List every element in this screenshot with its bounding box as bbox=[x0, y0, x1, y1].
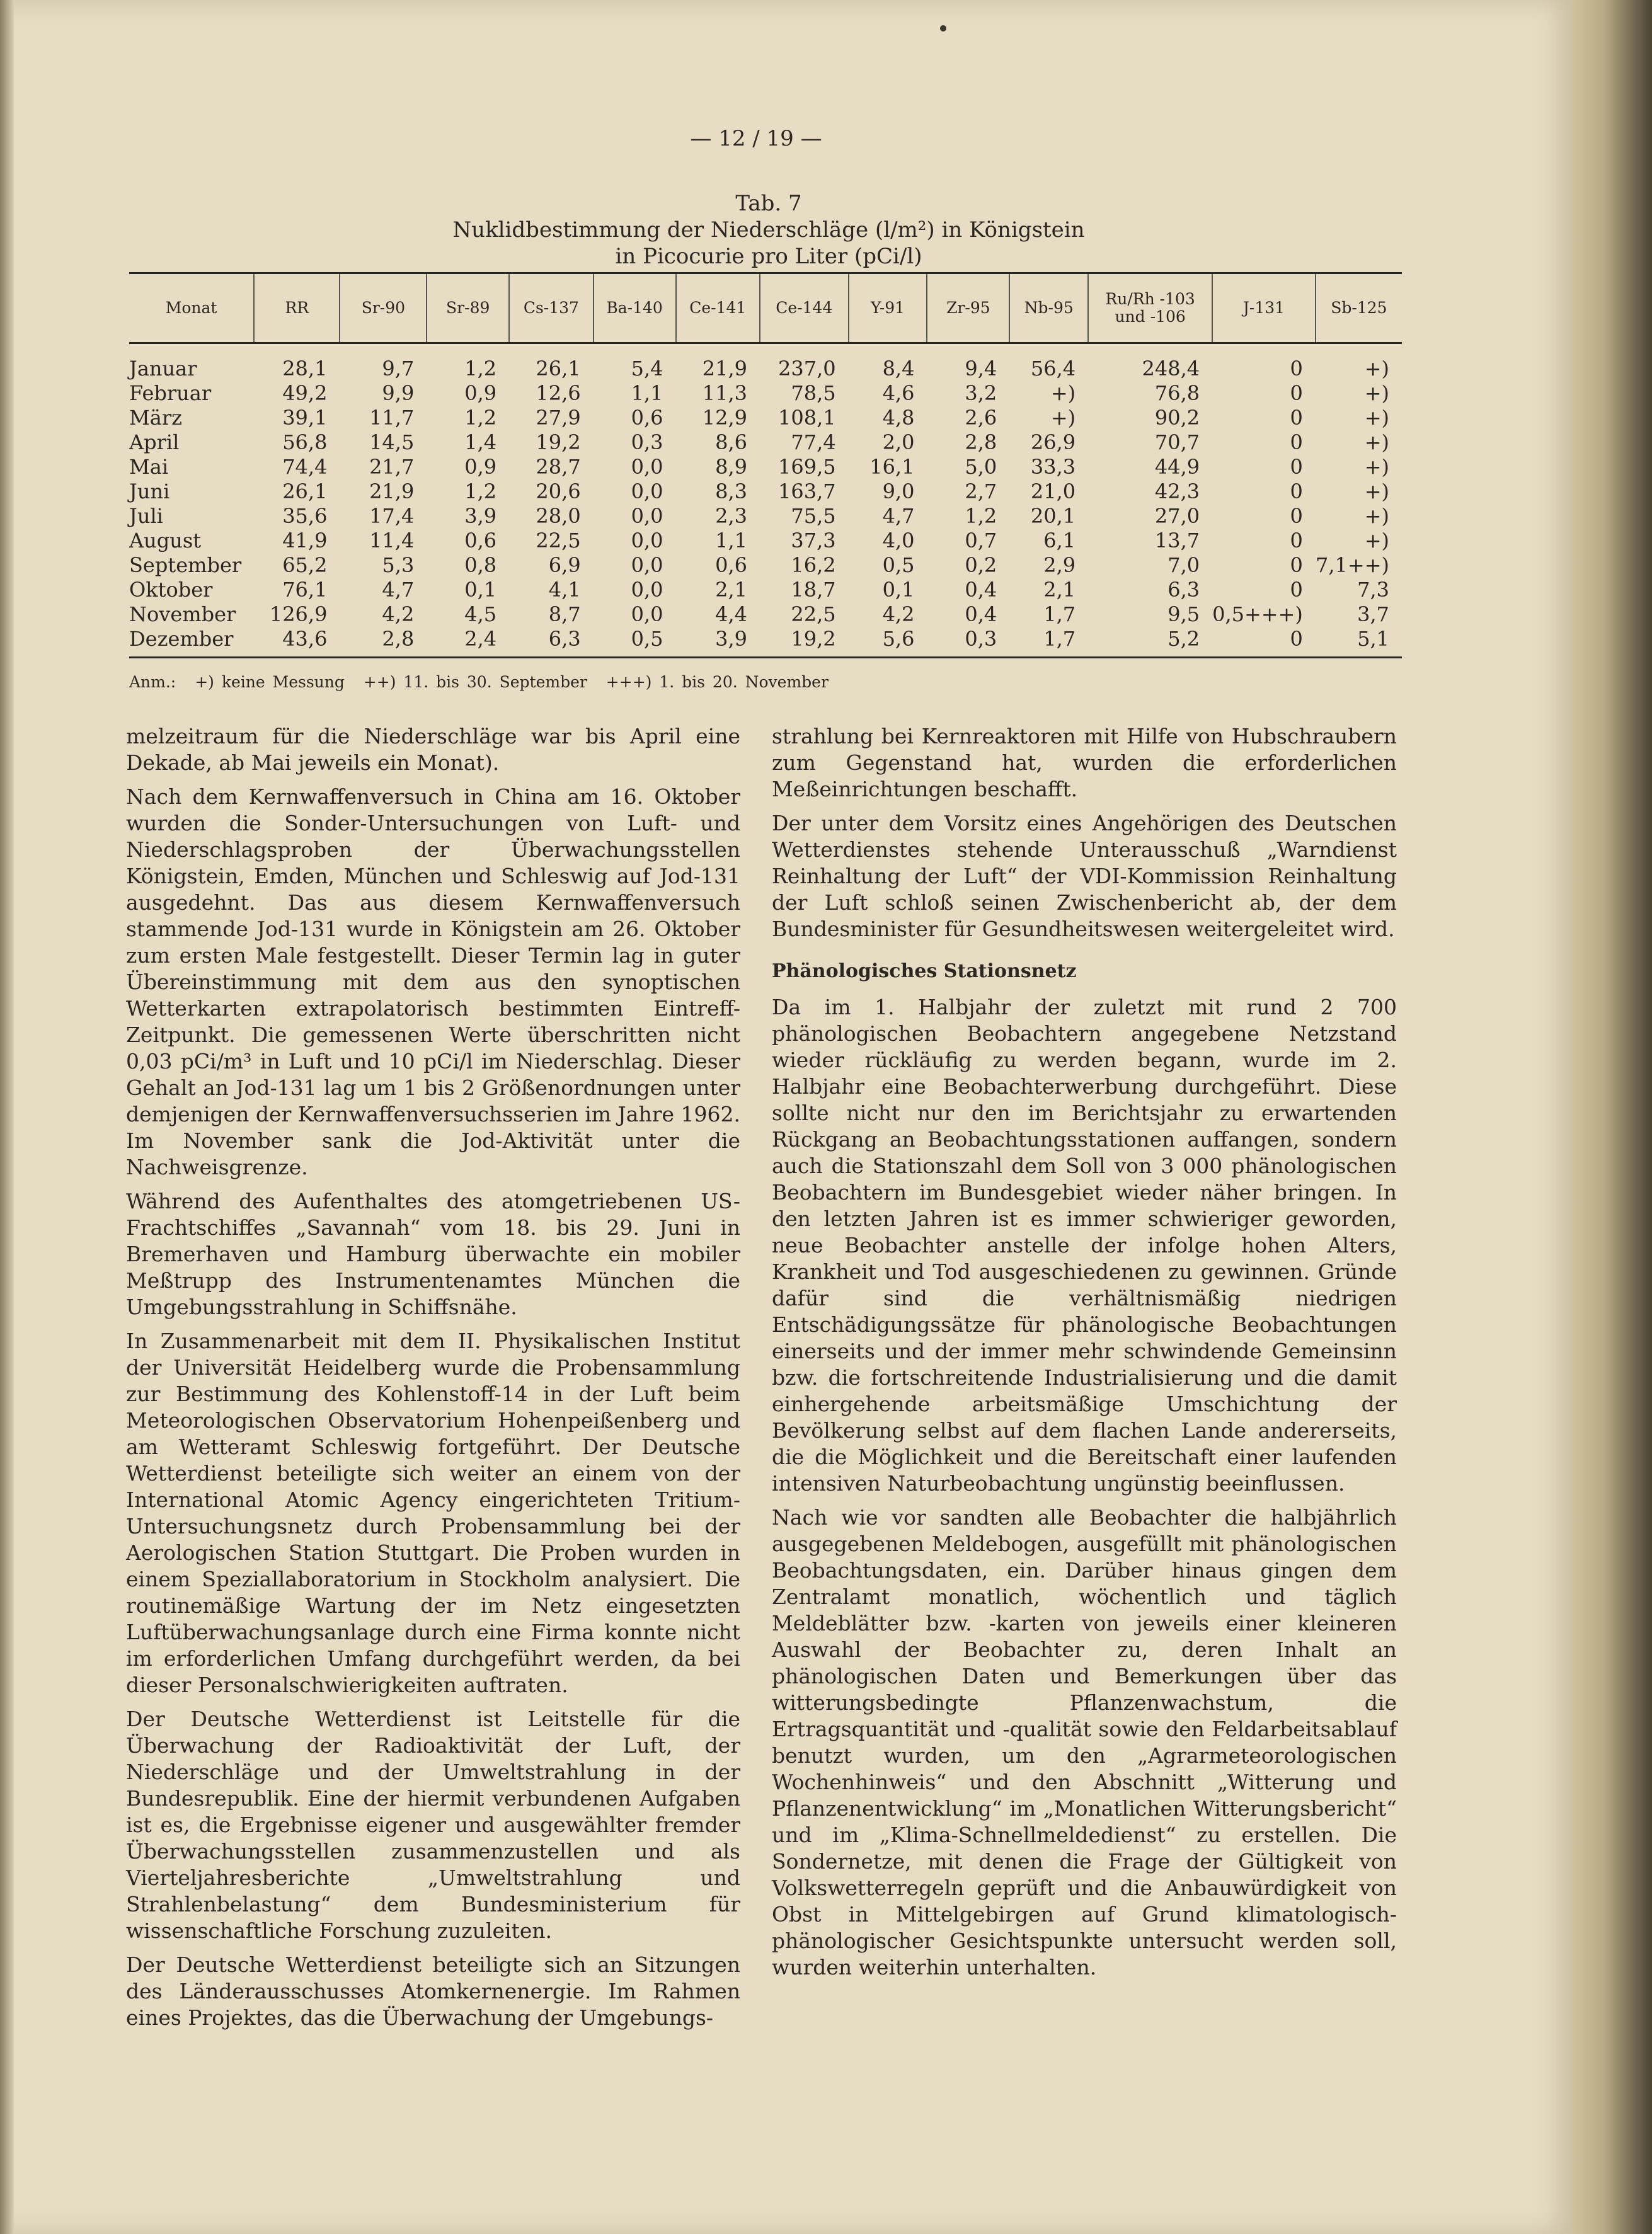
footnote-prefix: Anm.: bbox=[129, 673, 176, 691]
value-cell: 5,4 bbox=[631, 357, 663, 381]
value-cell: 1,7 bbox=[1043, 602, 1076, 626]
value-cell: 4,7 bbox=[382, 578, 415, 602]
table-row bbox=[129, 343, 1402, 382]
value-cell: 3,2 bbox=[965, 381, 997, 405]
value-cell: 4,6 bbox=[882, 381, 915, 405]
value-cell: 4,7 bbox=[882, 504, 915, 528]
right-text-column bbox=[772, 723, 1397, 1988]
paragraph: Während des Aufenthaltes des atomgetriebenen US-Frachtschiffes „Savannah“ vom 18. bis 29. Juni in Bremerhaven und Hamburg überwachte ein mobiler Meßtrupp des Instrumentenamtes München die Umgebungsstrahlung in Schiffsnähe. bbox=[126, 1189, 740, 1319]
value-cell: 0,5 bbox=[594, 627, 676, 658]
value-cell: 0,1 bbox=[464, 578, 497, 602]
value-cell: 0,5+++) bbox=[1212, 602, 1303, 626]
value-cell: +) bbox=[1364, 381, 1389, 405]
value-cell: 22,5 bbox=[536, 529, 581, 553]
value-cell: 12,9 bbox=[702, 406, 748, 430]
value-cell: 1,1 bbox=[715, 529, 748, 553]
table-row bbox=[129, 602, 1402, 627]
paragraph: Der Deutsche Wetterdienst ist Leitstelle für die Überwachung der Radioaktivität der Luft, der Niederschläge und der Umweltstrahlung in der Bundesrepublik. Eine der hiermit verbundenen Aufgaben ist es, die Ergebnisse eigener und ausgewählter fremder Überwachungsstellen zusammenzustellen und als Vierteljahresberichte „Umweltstrahlung und Strahlenbelastung“ dem Bundesministerium für wissenschaftliche Forschung zuzuleiten. bbox=[126, 1707, 740, 1943]
value-cell: 28,1 bbox=[282, 357, 328, 381]
table-row bbox=[129, 381, 1402, 406]
value-cell: 4,4 bbox=[715, 602, 748, 626]
column-header: RR bbox=[254, 273, 340, 343]
value-cell: +) bbox=[1364, 455, 1389, 479]
value-cell: 9,4 bbox=[965, 357, 997, 381]
column-header: Nb-95 bbox=[1009, 273, 1088, 343]
value-cell: 2,1 bbox=[715, 578, 748, 602]
month-cell: Juni bbox=[129, 479, 170, 503]
value-cell: 0,3 bbox=[631, 430, 663, 454]
value-cell: 8,7 bbox=[548, 602, 581, 626]
value-cell: 0,0 bbox=[631, 455, 663, 479]
value-cell: 248,4 bbox=[1142, 357, 1200, 381]
paragraph: Der unter dem Vorsitz eines Angehörigen des Deutschen Wetterdienstes stehende Unterausschuß „Warndienst Reinhaltung der Luft“ der VDI-Kommission Reinhaltung der Luft schloß seinen Zwischenbericht ab, der dem Bundesminister für Gesundheitswesen weitergeleitet wird. bbox=[772, 811, 1397, 941]
value-cell: 76,8 bbox=[1154, 381, 1200, 405]
value-cell: 0,0 bbox=[631, 479, 663, 503]
column-header: Cs-137 bbox=[509, 273, 594, 343]
value-cell: 1,2 bbox=[464, 479, 497, 503]
month-cell: September bbox=[129, 553, 242, 577]
value-cell: +) bbox=[1364, 406, 1389, 430]
value-cell: 11,4 bbox=[369, 529, 415, 553]
value-cell: 20,6 bbox=[536, 479, 581, 503]
value-cell: 49,2 bbox=[282, 381, 328, 405]
value-cell: 163,7 bbox=[777, 479, 836, 503]
value-cell: 8,4 bbox=[882, 357, 915, 381]
value-cell: 0,2 bbox=[965, 553, 997, 577]
value-cell: 0,9 bbox=[464, 381, 497, 405]
column-header: Monat bbox=[129, 273, 254, 343]
column-header: Y-91 bbox=[849, 273, 927, 343]
value-cell: 4,0 bbox=[882, 529, 915, 553]
value-cell: 0,7 bbox=[965, 529, 997, 553]
value-cell: 26,1 bbox=[536, 357, 581, 381]
value-cell: 169,5 bbox=[777, 455, 836, 479]
value-cell: 2,9 bbox=[1043, 553, 1076, 577]
value-cell: 3,7 bbox=[1357, 602, 1389, 626]
table-row bbox=[129, 578, 1402, 602]
value-cell: 19,2 bbox=[536, 430, 581, 454]
value-cell: 11,3 bbox=[702, 381, 748, 405]
value-cell: 5,6 bbox=[849, 627, 927, 658]
value-cell: 0,0 bbox=[631, 504, 663, 528]
value-cell: +) bbox=[1364, 357, 1389, 381]
value-cell: 33,3 bbox=[1030, 455, 1076, 479]
value-cell: 21,9 bbox=[702, 357, 748, 381]
paragraph: Da im 1. Halbjahr der zuletzt mit rund 2 700 phänologischen Beobachtern angegebene Netzstand wieder rückläufig zu werden begann, wurde im 2. Halbjahr eine Beobachterwerbung durchgeführt. Diese sollte nicht nur den im Berichtsjahr zu erwartenden Rückgang an Beobachtungsstationen auffangen, sondern auch die Stationszahl dem Soll von 3 000 phänologischen Beobachtern im Bundesgebiet wieder näher bringen. In den letzten Jahren ist es immer schwieriger geworden, neue Beobachter anstelle der infolge hohen Alters, Krankheit und Tod ausgeschiedenen zu gewinnen. Gründe dafür sind die verhältnismäßig niedrigen Entschädigungssätze für phänologische Beobachtungen einerseits und der immer mehr schwindende Gemeinsinn bzw. die fortschreitende Industrialisierung und die damit einhergehende arbeitsmäßige Umschichtung der Bevölkerung selbst auf dem flachen Lande andererseits, die die Möglichkeit und die Bereitschaft einer laufenden intensiven Naturbeobachtung ungünstig beeinflussen. bbox=[772, 995, 1397, 1496]
value-cell: 70,7 bbox=[1154, 430, 1200, 454]
value-cell: 2,4 bbox=[427, 627, 509, 658]
value-cell: 9,0 bbox=[882, 479, 915, 503]
month-cell: Mai bbox=[129, 455, 169, 479]
value-cell: 0,0 bbox=[631, 529, 663, 553]
table-row bbox=[129, 479, 1402, 504]
paragraph: Der Deutsche Wetterdienst beteiligte sich an Sitzungen des Länderausschusses Atomkernenergie. Im Rahmen eines Projektes, das die Überwachung der Umgebungs- bbox=[126, 1952, 740, 2030]
value-cell: 0 bbox=[1212, 627, 1316, 658]
value-cell: 56,8 bbox=[282, 430, 328, 454]
value-cell: 126,9 bbox=[269, 602, 328, 626]
value-cell: 75,5 bbox=[791, 504, 836, 528]
value-cell: 17,4 bbox=[369, 504, 415, 528]
month-cell: Juli bbox=[129, 504, 163, 528]
value-cell: 5,0 bbox=[965, 455, 997, 479]
value-cell: +) bbox=[1364, 529, 1389, 553]
value-cell: +) bbox=[1364, 430, 1389, 454]
value-cell: 7,0 bbox=[1167, 553, 1200, 577]
value-cell: 7,3 bbox=[1357, 578, 1389, 602]
table-footnote bbox=[129, 673, 840, 691]
value-cell: 1,2 bbox=[464, 357, 497, 381]
value-cell: 6,3 bbox=[1167, 578, 1200, 602]
value-cell: 0,4 bbox=[965, 602, 997, 626]
value-cell: 2,7 bbox=[965, 479, 997, 503]
value-cell: 16,1 bbox=[869, 455, 915, 479]
month-cell: April bbox=[129, 430, 180, 454]
value-cell: 0,0 bbox=[631, 553, 663, 577]
column-header: Ce-144 bbox=[760, 273, 849, 343]
value-cell: 42,3 bbox=[1154, 479, 1200, 503]
paragraph: In Zusammenarbeit mit dem II. Physikalischen Institut der Universität Heidelberg wurde die Probensammlung zur Bestimmung des Kohlenstoff-14 in der Luft beim Meteorologischen Observatorium Hohenpeißenberg und am Wetteramt Schleswig fortgeführt. Der Deutsche Wetterdienst beteiligte sich weiter an einem von der International Atomic Agency eingerichteten Tritium-Untersuchungsnetz durch Probensammlung bei der Aerologischen Station Stuttgart. Die Proben wurden in einem Speziallaboratorium in Stockholm analysiert. Die routinemäßige Wartung der im Netz eingesetzten Luftüberwachungsanlage durch eine Firma konnte nicht im erforderlichen Umfang durchgeführt werden, da bei dieser Personalschwierigkeiten auftraten. bbox=[126, 1329, 740, 1697]
value-cell: 26,9 bbox=[1030, 430, 1076, 454]
table-title-line2: in Picocurie pro Liter (pCi/l) bbox=[615, 244, 922, 269]
value-cell: 0 bbox=[1290, 430, 1303, 454]
value-cell: 26,1 bbox=[282, 479, 328, 503]
value-cell: 90,2 bbox=[1154, 406, 1200, 430]
table-row bbox=[129, 455, 1402, 479]
value-cell: 41,9 bbox=[282, 529, 328, 553]
value-cell: 108,1 bbox=[777, 406, 836, 430]
paragraph: Nach dem Kernwaffenversuch in China am 16. Oktober wurden die Sonder-Untersuchungen von Luft- und Niederschlagsproben der Überwachungsstellen Königstein, Emden, München und Schleswig auf Jod-131 ausgedehnt. Das aus diesem Kernwaffenversuch stammende Jod-131 wurde in Königstein am 26. Oktober zum ersten Male festgestellt. Dieser Termin lag in guter Übereinstimmung mit dem aus den synoptischen Wetterkarten extrapolatorisch bestimmten Eintreff-Zeitpunkt. Die gemessenen Werte überschritten nicht 0,03 pCi/m³ in Luft und 10 pCi/l im Niederschlag. Dieser Gehalt an Jod-131 lag um 1 bis 2 Größenordnungen unter demjenigen der Kernwaffenversuchsserien im Jahre 1962. Im November sank die Jod-Aktivität unter die Nachweisgrenze. bbox=[126, 784, 740, 1179]
value-cell: 0 bbox=[1290, 504, 1303, 528]
table-label: Tab. 7 bbox=[735, 191, 802, 216]
month-cell: März bbox=[129, 406, 182, 430]
column-header: J-131 bbox=[1212, 273, 1316, 343]
page-number: — 12 / 19 — bbox=[690, 126, 822, 151]
value-cell: 65,2 bbox=[282, 553, 328, 577]
value-cell: 5,2 bbox=[1088, 627, 1212, 658]
value-cell: 12,6 bbox=[536, 381, 581, 405]
value-cell: 0,4 bbox=[965, 578, 997, 602]
table-header-row bbox=[129, 273, 1402, 343]
value-cell: 11,7 bbox=[369, 406, 415, 430]
footnote-november: +++) 1. bis 20. November bbox=[605, 673, 829, 691]
value-cell: 19,2 bbox=[760, 627, 849, 658]
month-cell: Februar bbox=[129, 381, 212, 405]
page-stack-edge bbox=[1572, 0, 1652, 2234]
value-cell: 0,0 bbox=[631, 578, 663, 602]
value-cell: 28,0 bbox=[536, 504, 581, 528]
value-cell: 20,1 bbox=[1030, 504, 1076, 528]
table-caption bbox=[252, 190, 1285, 270]
value-cell: 2,8 bbox=[340, 627, 427, 658]
value-cell: 2,3 bbox=[715, 504, 748, 528]
value-cell: 0,8 bbox=[464, 553, 497, 577]
table-row bbox=[129, 430, 1402, 455]
value-cell: 6,9 bbox=[548, 553, 581, 577]
value-cell: 0,6 bbox=[464, 529, 497, 553]
value-cell: 5,3 bbox=[382, 553, 415, 577]
left-text-column bbox=[126, 723, 740, 2039]
value-cell: 9,5 bbox=[1167, 602, 1200, 626]
value-cell: 3,9 bbox=[676, 627, 760, 658]
value-cell: 78,5 bbox=[791, 381, 836, 405]
scan-speck bbox=[940, 25, 946, 32]
value-cell: 2,1 bbox=[1043, 578, 1076, 602]
value-cell: 1,2 bbox=[965, 504, 997, 528]
value-cell: 0,3 bbox=[927, 627, 1009, 658]
month-cell: August bbox=[129, 529, 202, 553]
value-cell: 6,3 bbox=[509, 627, 594, 658]
value-cell: 16,2 bbox=[791, 553, 836, 577]
value-cell: 43,6 bbox=[254, 627, 340, 658]
value-cell: 0 bbox=[1290, 529, 1303, 553]
value-cell: 0 bbox=[1290, 357, 1303, 381]
table-row bbox=[129, 504, 1402, 529]
value-cell: 2,8 bbox=[965, 430, 997, 454]
value-cell: +) bbox=[1364, 504, 1389, 528]
value-cell: 21,7 bbox=[369, 455, 415, 479]
value-cell: 9,7 bbox=[382, 357, 415, 381]
month-cell: Dezember bbox=[129, 627, 254, 658]
value-cell: 8,9 bbox=[715, 455, 748, 479]
value-cell: 7,1++) bbox=[1316, 553, 1389, 577]
section-heading: Phänologisches Stationsnetz bbox=[772, 960, 1077, 982]
value-cell: 3,9 bbox=[464, 504, 497, 528]
column-header: Ba-140 bbox=[594, 273, 676, 343]
value-cell: +) bbox=[1050, 406, 1076, 430]
value-cell: 0,0 bbox=[631, 602, 663, 626]
value-cell: 0,9 bbox=[464, 455, 497, 479]
value-cell: 237,0 bbox=[777, 357, 836, 381]
value-cell: 27,9 bbox=[536, 406, 581, 430]
value-cell: 0,6 bbox=[631, 406, 663, 430]
value-cell: 1,7 bbox=[1009, 627, 1088, 658]
value-cell: 6,1 bbox=[1043, 529, 1076, 553]
value-cell: 37,3 bbox=[791, 529, 836, 553]
column-header: Sb-125 bbox=[1316, 273, 1402, 343]
value-cell: 56,4 bbox=[1030, 357, 1076, 381]
month-cell: Oktober bbox=[129, 578, 213, 602]
column-header: Sr-90 bbox=[340, 273, 427, 343]
value-cell: 1,1 bbox=[631, 381, 663, 405]
value-cell: 1,2 bbox=[464, 406, 497, 430]
value-cell: 4,2 bbox=[382, 602, 415, 626]
column-header: Ru/Rh -103 und -106 bbox=[1088, 273, 1212, 343]
value-cell: 44,9 bbox=[1154, 455, 1200, 479]
value-cell: 21,0 bbox=[1030, 479, 1076, 503]
paragraph: strahlung bei Kernreaktoren mit Hilfe von Hubschraubern zum Gegenstand hat, wurden die erforderlichen Meßeinrichtungen beschafft. bbox=[772, 724, 1397, 801]
footnote-september: ++) 11. bis 30. September bbox=[363, 673, 587, 691]
column-header: Ce-141 bbox=[676, 273, 760, 343]
value-cell: 74,4 bbox=[282, 455, 328, 479]
value-cell: 0 bbox=[1290, 406, 1303, 430]
value-cell: 0 bbox=[1290, 455, 1303, 479]
value-cell: 8,6 bbox=[715, 430, 748, 454]
paragraph: melzeitraum für die Niederschläge war bis April eine Dekade, ab Mai jeweils ein Monat). bbox=[126, 724, 740, 775]
value-cell: 27,0 bbox=[1154, 504, 1200, 528]
value-cell: 0 bbox=[1290, 381, 1303, 405]
page-left-edge bbox=[0, 0, 14, 2234]
nuclide-table bbox=[129, 272, 1402, 658]
value-cell: 0,6 bbox=[715, 553, 748, 577]
column-header: Sr-89 bbox=[427, 273, 509, 343]
column-header: Zr-95 bbox=[927, 273, 1009, 343]
value-cell: 77,4 bbox=[791, 430, 836, 454]
value-cell: 22,5 bbox=[791, 602, 836, 626]
value-cell: 4,5 bbox=[464, 602, 497, 626]
value-cell: 0 bbox=[1290, 479, 1303, 503]
value-cell: 39,1 bbox=[282, 406, 328, 430]
value-cell: 4,1 bbox=[548, 578, 581, 602]
value-cell: 5,1 bbox=[1316, 627, 1402, 658]
table-title-line1: Nuklidbestimmung der Niederschläge (l/m²) in Königstein bbox=[452, 217, 1085, 243]
month-cell: Januar bbox=[129, 357, 197, 381]
value-cell: 0,5 bbox=[882, 553, 915, 577]
value-cell: 35,6 bbox=[282, 504, 328, 528]
table-row bbox=[129, 406, 1402, 430]
paragraph: Nach wie vor sandten alle Beobachter die halbjährlich ausgegebenen Meldebogen, ausgefüllt mit phänologischen Beobachtungsdaten, ein. Darüber hinaus gingen dem Zentralamt monatlich, wöchentlich und täglich Meldeblätter bzw. -karten von jeweils einer kleineren Auswahl der Beobachter zu, deren Inhalt an phänologischen Daten und Bemerkungen über das witterungsbedingte Pflanzenwachstum, die Ertragsquantität und -qualität sowie den Feldarbeitsablauf benutzt wurden, um den „Agrarmeteorologischen Wochenhinweis“ und den Abschnitt „Witterung und Pflanzenentwicklung“ im „Monatlichen Witterungsbericht“ und im „Klima-Schnellmeldedienst“ zu erstellen. Die Sondernetze, mit denen die Frage der Gültigkeit von Volkswetterregeln geprüft und die Anbauwürdigkeit von Obst in Mittelgebirgen auf Grund klimatologisch-phänologischer Gesichtspunkte untersucht werden soll, wurden weiterhin unterhalten. bbox=[772, 1505, 1397, 1979]
value-cell: 4,2 bbox=[882, 602, 915, 626]
table-row bbox=[129, 553, 1402, 578]
footnote-no-measurement: +) keine Messung bbox=[195, 673, 345, 691]
value-cell: 1,4 bbox=[464, 430, 497, 454]
value-cell: 2,0 bbox=[882, 430, 915, 454]
value-cell: 9,9 bbox=[382, 381, 415, 405]
value-cell: 8,3 bbox=[715, 479, 748, 503]
value-cell: 13,7 bbox=[1154, 529, 1200, 553]
value-cell: 4,8 bbox=[882, 406, 915, 430]
value-cell: 0 bbox=[1290, 553, 1303, 577]
value-cell: 14,5 bbox=[369, 430, 415, 454]
value-cell: 0 bbox=[1290, 578, 1303, 602]
value-cell: +) bbox=[1050, 381, 1076, 405]
value-cell: 76,1 bbox=[282, 578, 328, 602]
value-cell: +) bbox=[1364, 479, 1389, 503]
table-row bbox=[129, 627, 1402, 658]
value-cell: 0,1 bbox=[882, 578, 915, 602]
value-cell: 2,6 bbox=[965, 406, 997, 430]
month-cell: November bbox=[129, 602, 236, 626]
value-cell: 18,7 bbox=[791, 578, 836, 602]
value-cell: 21,9 bbox=[369, 479, 415, 503]
table-row bbox=[129, 529, 1402, 553]
value-cell: 28,7 bbox=[536, 455, 581, 479]
